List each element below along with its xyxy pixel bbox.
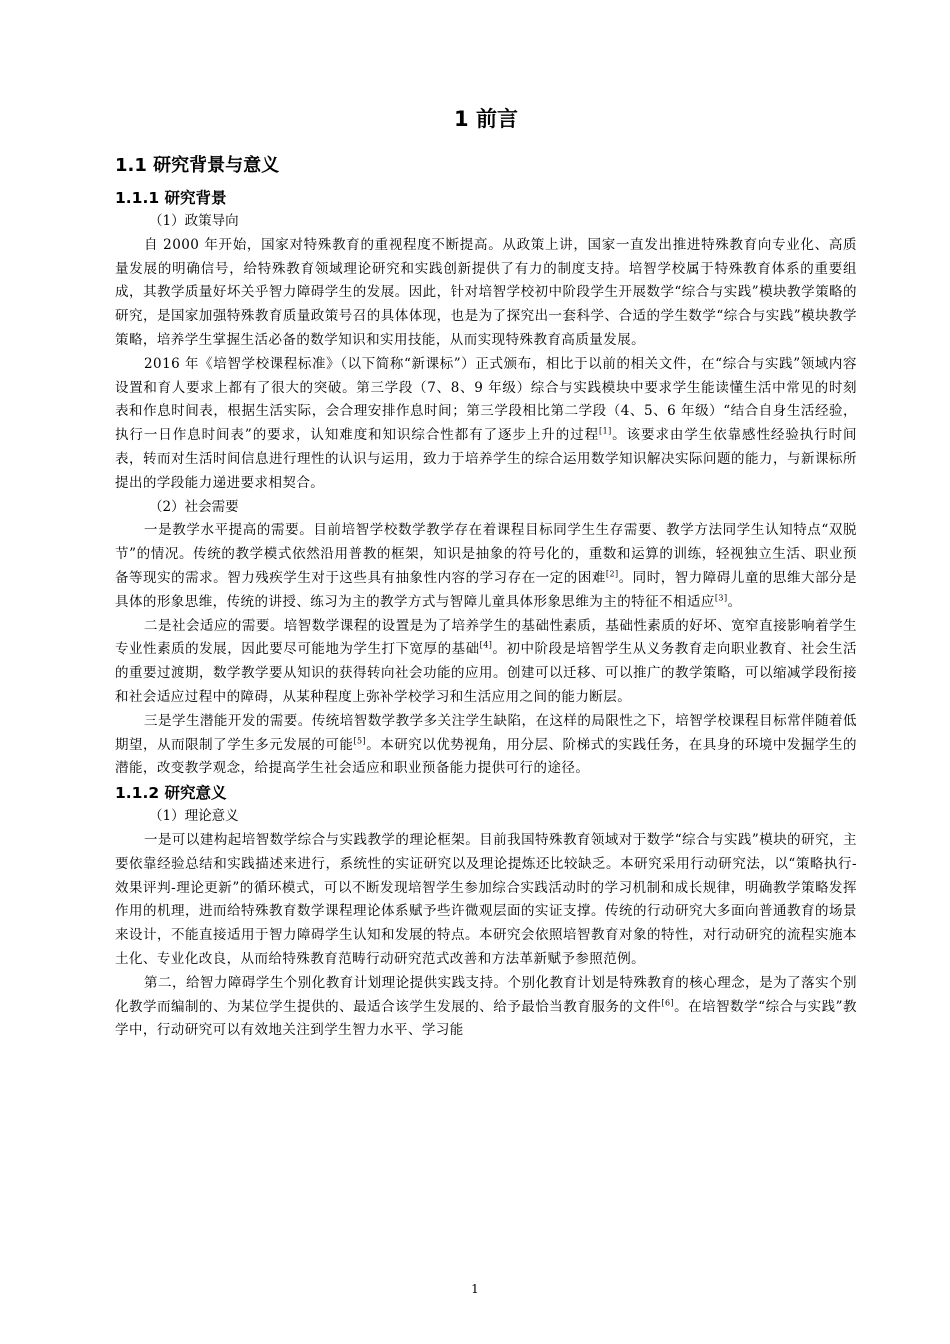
paragraph-social-adaptation	[115, 615, 857, 710]
social-subheading: （2）社会需要	[149, 498, 239, 515]
text-segment: 三是学生潜能开发的需要。传统培智数学教学多关注学生缺陷，在这样的局限性之下，培智学校课程目标常伴随着低期望，从而限制了学生多元发展的可能	[115, 712, 857, 753]
theory-subheading: （1）理论意义	[149, 808, 239, 825]
section-heading-1-1-1: 1.1.1 研究背景	[115, 189, 227, 207]
text-segment: 。在培智数学“综合与实践”教学中，行动研究可以有效地关注到学生智力水平、学习能	[115, 998, 857, 1039]
page-number: 1	[471, 1282, 479, 1296]
paragraph-theory-framework: 一是可以建构起培智数学综合与实践教学的理论框架。目前我国特殊教育领域对于数学“综合与实践”模块的研究，主要依靠经验总结和实践描述来进行，系统性的实证研究以及理论提炼还比较缺乏。本研究采用行动研究法，以“策略执行-效果评判-理论更新”的循环模式，可以不断发现培智学生参加综合实践活动时的学习机制和成长规律，明确教学策略发挥作用的机理，进而给特殊教育数学课程理论体系赋予些许微观层面的实证支撑。传统的行动研究大多面向普通教育的场景来设计，不能直接适用于智力障碍学生认知和发展的特点。本研究会依照培智教育对象的特性，对行动研究的流程实施本土化、专业化改良，从而给特殊教育范畴行动研究范式改善和方法革新赋予参照范例。	[115, 831, 857, 967]
citation-3: [3]	[714, 593, 728, 603]
section-heading-1-1: 1.1 研究背景与意义	[115, 155, 280, 176]
citation-5: [5]	[353, 736, 367, 746]
page-content	[115, 104, 857, 1043]
text-segment: 2016 年《培智学校课程标准》（以下简称“新课标”）正式颁布，相比于以前的相关文件，在“综合与实践”领域内容设置和育人要求上都有了很大的突破。第三学段（7、8、9 年级）综合与实践模块中要求学生能读懂生活中常见的时刻表和作息时间表，根据生活实际，会合理安排作息时间；第三学段相比第二学段（4、5、6 年级）“结合自身生活经验，执行一日作息时间表”的要求，认知难度和知识综合性都有了逐步上升的过程	[115, 355, 857, 444]
paragraph-policy: 自 2000 年开始，国家对特殊教育的重视程度不断提高。从政策上讲，国家一直发出推进特殊教育向专业化、高质量发展的明确信号，给特殊教育领域理论研究和实践创新提供了有力的制度支持。培智学校属于特殊教育体系的重要组成，其教学质量好坏关乎智力障碍学生的发展。因此，针对培智学校初中阶段学生开展数学“综合与实践”模块教学策略的研究，是国家加强特殊教育质量政策号召的具体体现，也是为了探究出一套科学、合适的学生数学“综合与实践”模块教学策略，培养学生掌握生活必备的数学知识和实用技能，从而实现特殊教育高质量发展。	[115, 236, 857, 348]
text-segment: 。	[727, 593, 742, 610]
section-heading-1-1-2: 1.1.2 研究意义	[115, 784, 227, 803]
text-segment: 二是社会适应的需要。培智数学课程的设置是为了培养学生的基础性素质，基础性素质的好坏、宽窄直接影响着学生专业性素质的发展，因此要尽可能地为学生打下宽厚的基础	[115, 617, 857, 658]
text-segment: 。该要求由学生依靠感性经验执行时间表，转而对生活时间信息进行理性的认识与运用，致力于培养学生的综合运用数学知识解决实际问题的能力，与新课标所提出的学段能力递进要求相契合。	[115, 427, 858, 491]
text-segment: 第二，给智力障碍学生个别化教育计划理论提供实践支持。个别化教育计划是特殊教育的核心理念，是为了落实个别化教学而编制的、为某位学生提供的、最适合该学生发展的、给予最恰当教育服务的文件	[115, 974, 857, 1015]
paragraph-teaching-level	[115, 519, 857, 614]
policy-subheading: （1）政策导向	[149, 213, 239, 229]
text-segment: 。初中阶段是培智学生从义务教育走向职业教育、社会生活的重要过渡期，数学教学要从知识的获得转向社会功能的应用。创建可以迁移、可以推广的教学策略，可以缩减学段衔接和社会适应过程中的障碍，从某种程度上弥补学校学习和生活应用之间的能力断层。	[115, 641, 857, 705]
paragraph-curriculum-standard	[115, 353, 857, 496]
citation-2: [2]	[605, 569, 619, 579]
text-segment: 。同时，智力障碍儿童的思维大部分是具体的形象思维，传统的讲授、练习为主的教学方式与智障儿童具体形象思维为主的特征不相适应	[115, 569, 858, 610]
chapter-title: 1 前言	[454, 107, 518, 131]
citation-4: [4]	[479, 640, 493, 650]
paragraph-iep	[115, 972, 857, 1043]
text-segment: 一是教学水平提高的需要。目前培智学校数学教学存在着课程目标同学生生存需要、教学方法同学生认知特点“双脱节”的情况。传统的教学模式依然沿用普教的框架，知识是抽象的符号化的，重数和运算的训练，轻视独立生活、职业预备等现实的需求。智力残疾学生对于这些具有抽象性内容的学习存在一定的困难	[115, 522, 857, 586]
citation-1: [1]	[599, 426, 612, 436]
paragraph-potential	[115, 710, 857, 781]
citation-6: [6]	[661, 998, 675, 1007]
text-segment: 。本研究以优势视角，用分层、阶梯式的实践任务，在具身的环境中发掘学生的潜能，改变教学观念，给提高学生社会适应和职业预备能力提供可行的途径。	[115, 736, 858, 777]
